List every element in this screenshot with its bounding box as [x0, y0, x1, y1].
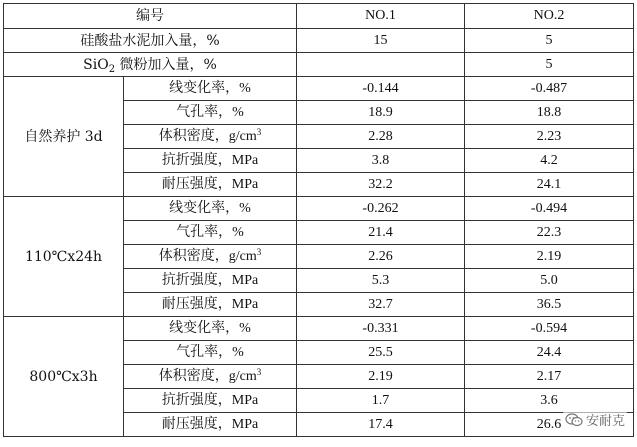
value-no2: 26.6 [465, 413, 634, 437]
sio2-no2: 5 [465, 53, 634, 77]
group-label: 800℃x3h [4, 317, 124, 437]
cement-no2: 5 [465, 29, 634, 53]
property-label: 抗折强度，MPa [124, 389, 297, 413]
property-label: 耐压强度，MPa [124, 293, 297, 317]
value-no2: 3.6 [465, 389, 634, 413]
property-label: 体积密度，$g/cm^3$ [124, 245, 297, 269]
property-label: 气孔率，% [124, 101, 297, 125]
value-no1: 2.26 [297, 245, 465, 269]
value-no2: 2.17 [465, 365, 634, 389]
header-row [4, 4, 634, 29]
property-label: 气孔率，% [124, 341, 297, 365]
cement-row [4, 29, 634, 53]
value-no1: 32.2 [297, 173, 465, 197]
group-label: 110℃x24h [4, 197, 124, 317]
value-no1: 21.4 [297, 221, 465, 245]
value-no1: 1.7 [297, 389, 465, 413]
table-row [4, 197, 634, 221]
property-label: 耐压强度，MPa [124, 413, 297, 437]
property-label: 抗折强度，MPa [124, 269, 297, 293]
watermark [563, 409, 627, 430]
value-no1: -0.262 [297, 197, 465, 221]
value-no2: -0.594 [465, 317, 634, 341]
properties-table [3, 3, 634, 437]
value-no1: 18.9 [297, 101, 465, 125]
property-label: 气孔率，% [124, 221, 297, 245]
value-no2: -0.494 [465, 197, 634, 221]
value-no2: 24.1 [465, 173, 634, 197]
value-no1: 2.19 [297, 365, 465, 389]
value-no2: 36.5 [465, 293, 634, 317]
header-no2: NO.2 [465, 4, 634, 29]
header-no1: NO.1 [297, 4, 465, 29]
cement-no1: 15 [297, 29, 465, 53]
value-no2: -0.487 [465, 77, 634, 101]
value-no2: 5.0 [465, 269, 634, 293]
property-label: 抗折强度，MPa [124, 149, 297, 173]
value-no1: -0.331 [297, 317, 465, 341]
value-no2: 24.4 [465, 341, 634, 365]
watermark-text: 安耐克 [585, 414, 625, 429]
property-label: 线变化率，% [124, 317, 297, 341]
value-no2: 18.8 [465, 101, 634, 125]
table-body [4, 4, 634, 437]
table-row [4, 317, 634, 341]
value-no2: 2.19 [465, 245, 634, 269]
property-label: 耐压强度，MPa [124, 173, 297, 197]
value-no1: 25.5 [297, 341, 465, 365]
wechat-icon [565, 413, 583, 427]
property-label: 体积密度，$g/cm^3$ [124, 365, 297, 389]
group-label: 自然养护 3d [4, 77, 124, 197]
value-no1: -0.144 [297, 77, 465, 101]
cement-label: 硅酸盐水泥加入量，% [4, 29, 297, 53]
value-no2: 2.23 [465, 125, 634, 149]
property-label: 线变化率，% [124, 77, 297, 101]
value-no1: 5.3 [297, 269, 465, 293]
value-no1: 17.4 [297, 413, 465, 437]
value-no2: 4.2 [465, 149, 634, 173]
property-label: 体积密度，$g/cm^3$ [124, 125, 297, 149]
value-no2: 22.3 [465, 221, 634, 245]
property-label: 线变化率，% [124, 197, 297, 221]
sio2-label: SiO$_2$ 微粉加入量，% [4, 53, 297, 77]
value-no1: 32.7 [297, 293, 465, 317]
value-no1: 3.8 [297, 149, 465, 173]
header-label: 编号 [4, 4, 297, 29]
value-no1: 2.28 [297, 125, 465, 149]
sio2-no1 [297, 53, 465, 77]
table-row [4, 77, 634, 101]
sio2-row [4, 53, 634, 77]
